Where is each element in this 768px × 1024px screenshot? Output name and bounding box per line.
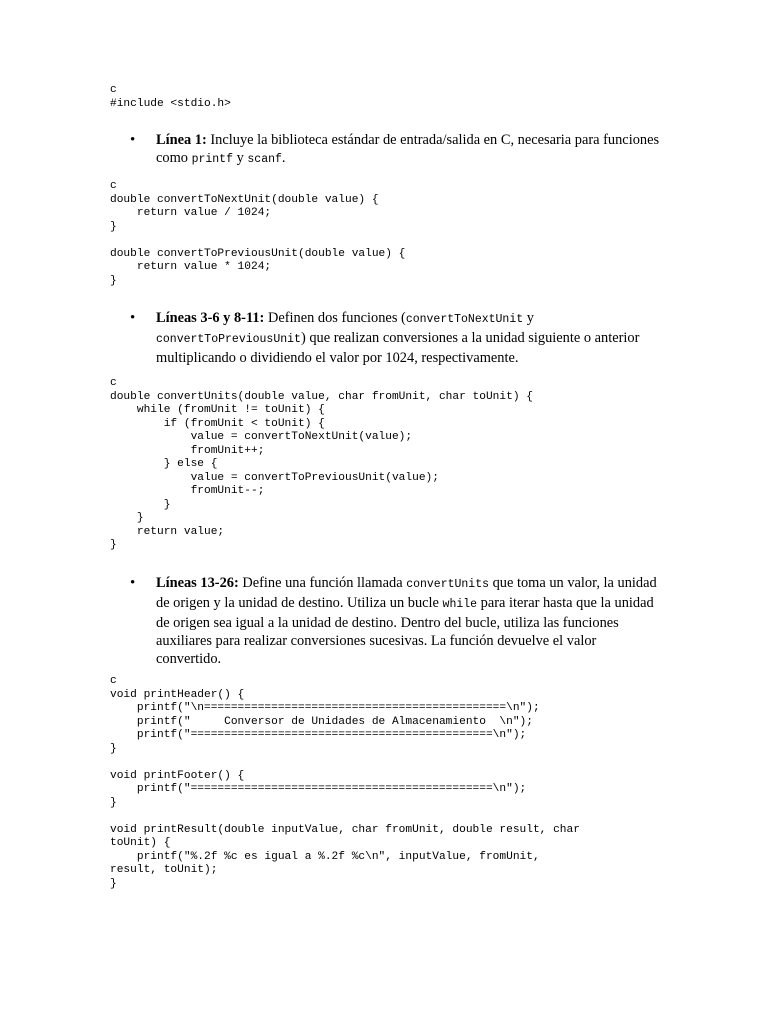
bullet-text: Define una función llamada (238, 575, 407, 591)
bullet-text: para iterar hasta que la unidad de origen sea igual a la unidad de destino. Dentro del bucle, utiliza las funciones auxiliares para realizar conversiones sucesivas. La función devuelve el valor convertido. (156, 595, 654, 667)
bullet-text: y (233, 150, 248, 166)
bullet-heading: Líneas 13-26: (156, 575, 239, 591)
bullet-heading: Línea 1: (156, 132, 207, 148)
bullet-lines-3-11 (130, 309, 661, 367)
bullet-line-1 (130, 131, 661, 169)
bullet-text: . (281, 150, 286, 166)
inline-code: printf (191, 153, 233, 166)
code-block-convert-functions: c double convertToNextUnit(double value) { return value / 1024; } double convertToPreviousUnit(double value) { return value * 1024; } (110, 180, 406, 287)
bullet-dot: • (130, 575, 136, 591)
bullet-text: Incluye la biblioteca estándar de entrada/salida en C, necesaria para funciones como (156, 132, 660, 166)
code-block-print-functions: c void printHeader() { printf("\n=============================================\n"); printf(" Conversor de Unidades de Almacenamiento \n"); printf("=============================================\n"); } void printFooter() { printf("=============================================\n"); } void printResult(double inputValue, char fromUnit, double result, char toUnit) { printf("%.2f %c es igual a %.2f %c\n", inputValue, fromUnit, result, toUnit); } (110, 675, 580, 890)
bullet-dot: • (130, 310, 136, 326)
bullet-text: y (523, 310, 534, 326)
inline-code: convertToPreviousUnit (156, 333, 301, 346)
inline-code: convertUnits (406, 578, 490, 591)
code-block-convert-units: c double convertUnits(double value, char fromUnit, char toUnit) { while (fromUnit != toUnit) { if (fromUnit < toUnit) { value = convertToNextUnit(value); fromUnit++; } else { value = convertToPreviousUnit(value); fromUnit--; } } return value; } (110, 377, 533, 551)
inline-code: while (442, 598, 478, 611)
bullet-text: Definen dos funciones ( (264, 310, 406, 326)
bullet-text: ) que realizan conversiones a la unidad siguiente o anterior multiplicando o dividiendo el valor por 1024, respectivamente. (156, 330, 640, 366)
bullet-lines-13-26 (130, 574, 661, 668)
code-block-include: c #include <stdio.h> (110, 84, 231, 110)
inline-code: convertToNextUnit (405, 313, 524, 326)
bullet-text: que toma un valor, la unidad de origen y la unidad de destino. Utiliza un bucle (156, 575, 657, 611)
bullet-dot: • (130, 132, 136, 148)
inline-code: scanf (247, 153, 282, 166)
bullet-heading: Líneas 3-6 y 8-11: (156, 310, 265, 326)
